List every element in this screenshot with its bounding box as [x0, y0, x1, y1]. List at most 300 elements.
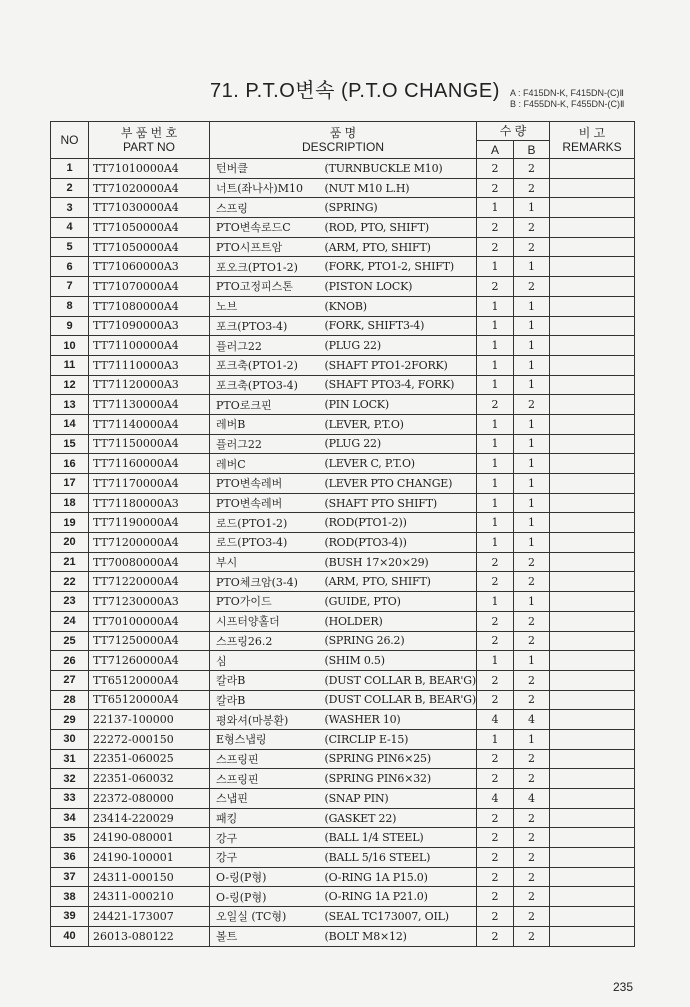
qty-a: 2	[477, 887, 514, 907]
table-row	[51, 749, 635, 769]
header-remarks-ko: 비 고	[578, 126, 606, 140]
table-row	[51, 592, 635, 612]
qty-a: 1	[477, 729, 514, 749]
header-description	[210, 122, 477, 159]
qty-a: 2	[477, 769, 514, 789]
korean-name: PTO로크핀	[210, 395, 321, 415]
qty-b: 1	[514, 296, 550, 316]
row-number: 33	[51, 789, 89, 809]
part-number: TT71120000A3	[89, 375, 210, 395]
header-part-en: PART NO	[122, 140, 175, 154]
part-number: TT71090000A3	[89, 316, 210, 336]
korean-name: PTO가이드	[210, 592, 321, 612]
description: (SPRING PIN6×25)	[321, 749, 477, 769]
qty-a: 1	[477, 316, 514, 336]
remarks	[550, 887, 635, 907]
qty-a: 1	[477, 493, 514, 513]
korean-name: 칼라B	[210, 690, 321, 710]
table-row	[51, 316, 635, 336]
table-row	[51, 926, 635, 946]
row-number: 2	[51, 178, 89, 198]
header-desc-ko: 품 명	[329, 126, 357, 140]
qty-b: 1	[514, 316, 550, 336]
qty-a: 1	[477, 296, 514, 316]
korean-name: 로드(PTO1-2)	[210, 513, 321, 533]
table-row	[51, 533, 635, 553]
part-number: 24421-173007	[89, 907, 210, 927]
qty-b: 1	[514, 257, 550, 277]
remarks	[550, 277, 635, 297]
qty-b: 2	[514, 690, 550, 710]
remarks	[550, 828, 635, 848]
qty-a: 4	[477, 789, 514, 809]
table-row	[51, 887, 635, 907]
table-row	[51, 474, 635, 494]
korean-name: 로드(PTO3-4)	[210, 533, 321, 553]
description: (KNOB)	[321, 296, 477, 316]
remarks	[550, 848, 635, 868]
part-number: TT71190000A4	[89, 513, 210, 533]
table-row	[51, 198, 635, 218]
remarks	[550, 434, 635, 454]
description: (GUIDE, PTO)	[321, 592, 477, 612]
table-row	[51, 395, 635, 415]
remarks	[550, 159, 635, 179]
part-number: 23414-220029	[89, 808, 210, 828]
qty-a: 1	[477, 474, 514, 494]
korean-name: E형스냅링	[210, 729, 321, 749]
description: (DUST COLLAR B, BEAR'G)	[321, 690, 477, 710]
part-number: TT65120000A4	[89, 690, 210, 710]
korean-name: 스프링	[210, 198, 321, 218]
korean-name: 포크(PTO3-4)	[210, 316, 321, 336]
remarks	[550, 474, 635, 494]
qty-a: 2	[477, 552, 514, 572]
qty-a: 2	[477, 395, 514, 415]
description: (SPRING 26.2)	[321, 631, 477, 651]
part-number: TT71100000A4	[89, 336, 210, 356]
description: (BUSH 17×20×29)	[321, 552, 477, 572]
description: (PLUG 22)	[321, 336, 477, 356]
qty-b: 1	[514, 533, 550, 553]
qty-b: 1	[514, 729, 550, 749]
korean-name: 스프링26.2	[210, 631, 321, 651]
description: (DUST COLLAR B, BEAR'G)	[321, 670, 477, 690]
remarks	[550, 198, 635, 218]
remarks	[550, 631, 635, 651]
part-number: 22272-000150	[89, 729, 210, 749]
part-number: 24190-080001	[89, 828, 210, 848]
row-number: 17	[51, 474, 89, 494]
description: (O-RING 1A P15.0)	[321, 867, 477, 887]
row-number: 15	[51, 434, 89, 454]
qty-b: 2	[514, 631, 550, 651]
table-row	[51, 828, 635, 848]
qty-a: 1	[477, 454, 514, 474]
qty-b: 4	[514, 710, 550, 730]
row-number: 11	[51, 355, 89, 375]
description: (BOLT M8×12)	[321, 926, 477, 946]
qty-b: 2	[514, 237, 550, 257]
description: (PISTON LOCK)	[321, 277, 477, 297]
qty-b: 1	[514, 434, 550, 454]
part-number: 22351-060025	[89, 749, 210, 769]
qty-b: 2	[514, 867, 550, 887]
table-row	[51, 690, 635, 710]
row-number: 24	[51, 611, 89, 631]
table-row	[51, 257, 635, 277]
remarks	[550, 690, 635, 710]
part-number: TT71030000A4	[89, 198, 210, 218]
qty-a: 1	[477, 257, 514, 277]
korean-name: 플러그22	[210, 336, 321, 356]
korean-name: 오일실 (TC형)	[210, 907, 321, 927]
remarks	[550, 355, 635, 375]
qty-b: 1	[514, 375, 550, 395]
description: (FORK, SHIFT3-4)	[321, 316, 477, 336]
qty-a: 1	[477, 434, 514, 454]
qty-a: 1	[477, 533, 514, 553]
qty-b: 2	[514, 178, 550, 198]
table-row	[51, 296, 635, 316]
remarks	[550, 336, 635, 356]
description: (SHIM 0.5)	[321, 651, 477, 671]
description: (BALL 1/4 STEEL)	[321, 828, 477, 848]
korean-name: PTO변속레버	[210, 474, 321, 494]
remarks	[550, 513, 635, 533]
table-row	[51, 159, 635, 179]
part-number: 24311-000150	[89, 867, 210, 887]
korean-name: 레버C	[210, 454, 321, 474]
row-number: 1	[51, 159, 89, 179]
qty-a: 1	[477, 336, 514, 356]
row-number: 5	[51, 237, 89, 257]
korean-name: PTO고정피스톤	[210, 277, 321, 297]
remarks	[550, 237, 635, 257]
korean-name: 플러그22	[210, 434, 321, 454]
qty-b: 2	[514, 907, 550, 927]
model-legend	[510, 88, 624, 110]
korean-name: 스프링핀	[210, 769, 321, 789]
qty-a: 2	[477, 848, 514, 868]
remarks	[550, 808, 635, 828]
row-number: 22	[51, 572, 89, 592]
table-row	[51, 789, 635, 809]
qty-a: 1	[477, 651, 514, 671]
korean-name: 노브	[210, 296, 321, 316]
table-row	[51, 277, 635, 297]
remarks	[550, 592, 635, 612]
row-number: 13	[51, 395, 89, 415]
remarks	[550, 296, 635, 316]
part-number: TT71070000A4	[89, 277, 210, 297]
part-number: TT71160000A4	[89, 454, 210, 474]
table-row	[51, 729, 635, 749]
korean-name: 부시	[210, 552, 321, 572]
header-qty: 수 량	[477, 122, 550, 141]
row-number: 9	[51, 316, 89, 336]
row-number: 6	[51, 257, 89, 277]
description: (SHAFT PTO3-4, FORK)	[321, 375, 477, 395]
remarks	[550, 395, 635, 415]
model-legend-a: A : F415DN-K, F415DN-(C)Ⅱ	[510, 88, 624, 98]
header-part-no	[89, 122, 210, 159]
korean-name: 스프링핀	[210, 749, 321, 769]
row-number: 34	[51, 808, 89, 828]
table-row	[51, 434, 635, 454]
korean-name: 포오크(PTO1-2)	[210, 257, 321, 277]
row-number: 18	[51, 493, 89, 513]
qty-b: 1	[514, 651, 550, 671]
qty-b: 1	[514, 336, 550, 356]
qty-a: 2	[477, 670, 514, 690]
row-number: 14	[51, 414, 89, 434]
table-row	[51, 375, 635, 395]
qty-b: 1	[514, 414, 550, 434]
header-remarks-en: REMARKS	[562, 140, 622, 154]
part-number: 24190-100001	[89, 848, 210, 868]
remarks	[550, 572, 635, 592]
part-number: TT65120000A4	[89, 670, 210, 690]
description: (ROD(PTO1-2))	[321, 513, 477, 533]
korean-name: 강구	[210, 828, 321, 848]
header-no: NO	[51, 122, 89, 159]
row-number: 4	[51, 218, 89, 238]
qty-a: 1	[477, 592, 514, 612]
korean-name: 스냅핀	[210, 789, 321, 809]
qty-a: 2	[477, 907, 514, 927]
part-number: 22372-080000	[89, 789, 210, 809]
row-number: 26	[51, 651, 89, 671]
row-number: 16	[51, 454, 89, 474]
remarks	[550, 414, 635, 434]
row-number: 20	[51, 533, 89, 553]
remarks	[550, 493, 635, 513]
part-number: TT71140000A4	[89, 414, 210, 434]
table-row	[51, 454, 635, 474]
qty-b: 2	[514, 218, 550, 238]
qty-b: 2	[514, 769, 550, 789]
description: (LEVER PTO CHANGE)	[321, 474, 477, 494]
qty-b: 2	[514, 828, 550, 848]
qty-b: 2	[514, 670, 550, 690]
remarks	[550, 769, 635, 789]
qty-a: 2	[477, 218, 514, 238]
table-row	[51, 808, 635, 828]
qty-a: 1	[477, 513, 514, 533]
korean-name: 볼트	[210, 926, 321, 946]
table-row	[51, 336, 635, 356]
parts-table	[50, 121, 635, 947]
row-number: 25	[51, 631, 89, 651]
qty-b: 4	[514, 789, 550, 809]
table-row	[51, 552, 635, 572]
korean-name: 평와셔(마봉환)	[210, 710, 321, 730]
part-number: TT71220000A4	[89, 572, 210, 592]
part-number: 24311-000210	[89, 887, 210, 907]
part-number: TT71170000A4	[89, 474, 210, 494]
remarks	[550, 257, 635, 277]
remarks	[550, 552, 635, 572]
part-number: TT71050000A4	[89, 218, 210, 238]
qty-b: 1	[514, 592, 550, 612]
korean-name: O-링(P형)	[210, 867, 321, 887]
qty-a: 1	[477, 198, 514, 218]
table-row	[51, 493, 635, 513]
description: (PIN LOCK)	[321, 395, 477, 415]
part-number: TT71200000A4	[89, 533, 210, 553]
table-row	[51, 867, 635, 887]
row-number: 37	[51, 867, 89, 887]
row-number: 3	[51, 198, 89, 218]
qty-a: 2	[477, 808, 514, 828]
remarks	[550, 789, 635, 809]
table-row	[51, 178, 635, 198]
row-number: 35	[51, 828, 89, 848]
qty-b: 1	[514, 493, 550, 513]
table-row	[51, 670, 635, 690]
part-number: TT71230000A3	[89, 592, 210, 612]
table-row	[51, 218, 635, 238]
korean-name: 레버B	[210, 414, 321, 434]
korean-name: 너트(좌나사)M10	[210, 178, 321, 198]
table-row	[51, 237, 635, 257]
description: (O-RING 1A P21.0)	[321, 887, 477, 907]
header-qty-b: B	[514, 141, 550, 159]
korean-name: 심	[210, 651, 321, 671]
header-part-ko: 부 품 번 호	[120, 126, 178, 140]
table-row	[51, 651, 635, 671]
part-number: TT71010000A4	[89, 159, 210, 179]
qty-a: 2	[477, 867, 514, 887]
remarks	[550, 533, 635, 553]
row-number: 23	[51, 592, 89, 612]
qty-b: 2	[514, 808, 550, 828]
remarks	[550, 710, 635, 730]
qty-a: 2	[477, 926, 514, 946]
qty-b: 1	[514, 454, 550, 474]
qty-b: 1	[514, 474, 550, 494]
qty-b: 2	[514, 749, 550, 769]
description: (SPRING PIN6×32)	[321, 769, 477, 789]
part-number: TT70100000A4	[89, 611, 210, 631]
row-number: 38	[51, 887, 89, 907]
row-number: 31	[51, 749, 89, 769]
header-remarks	[550, 122, 635, 159]
description: (SHAFT PTO1-2FORK)	[321, 355, 477, 375]
remarks	[550, 867, 635, 887]
description: (SNAP PIN)	[321, 789, 477, 809]
remarks	[550, 926, 635, 946]
description: (TURNBUCKLE M10)	[321, 159, 477, 179]
row-number: 7	[51, 277, 89, 297]
description: (WASHER 10)	[321, 710, 477, 730]
part-number: 26013-080122	[89, 926, 210, 946]
row-number: 28	[51, 690, 89, 710]
part-number: TT71130000A4	[89, 395, 210, 415]
part-number: TT71180000A3	[89, 493, 210, 513]
qty-b: 2	[514, 572, 550, 592]
part-number: TT70080000A4	[89, 552, 210, 572]
qty-a: 2	[477, 237, 514, 257]
part-number: TT71150000A4	[89, 434, 210, 454]
remarks	[550, 316, 635, 336]
qty-b: 1	[514, 513, 550, 533]
korean-name: PTO변속로드C	[210, 218, 321, 238]
korean-name: 턴버클	[210, 159, 321, 179]
row-number: 27	[51, 670, 89, 690]
description: (FORK, PTO1-2, SHIFT)	[321, 257, 477, 277]
row-number: 21	[51, 552, 89, 572]
remarks	[550, 907, 635, 927]
row-number: 39	[51, 907, 89, 927]
header-qty-a: A	[477, 141, 514, 159]
header-desc-en: DESCRIPTION	[302, 140, 385, 154]
description: (CIRCLIP E-15)	[321, 729, 477, 749]
row-number: 36	[51, 848, 89, 868]
qty-b: 2	[514, 926, 550, 946]
qty-b: 2	[514, 395, 550, 415]
remarks	[550, 670, 635, 690]
qty-a: 2	[477, 631, 514, 651]
remarks	[550, 651, 635, 671]
row-number: 29	[51, 710, 89, 730]
row-number: 32	[51, 769, 89, 789]
table-row	[51, 611, 635, 631]
description: (ARM, PTO, SHIFT)	[321, 237, 477, 257]
part-number: 22137-100000	[89, 710, 210, 730]
korean-name: 강구	[210, 848, 321, 868]
remarks	[550, 218, 635, 238]
description: (GASKET 22)	[321, 808, 477, 828]
qty-a: 2	[477, 277, 514, 297]
table-row	[51, 631, 635, 651]
qty-b: 1	[514, 198, 550, 218]
row-number: 30	[51, 729, 89, 749]
part-number: 22351-060032	[89, 769, 210, 789]
qty-b: 2	[514, 611, 550, 631]
model-legend-b: B : F455DN-K, F455DN-(C)Ⅱ	[510, 99, 625, 109]
qty-a: 2	[477, 572, 514, 592]
qty-a: 2	[477, 159, 514, 179]
remarks	[550, 749, 635, 769]
part-number: TT71080000A4	[89, 296, 210, 316]
qty-b: 2	[514, 159, 550, 179]
korean-name: PTO시프트암	[210, 237, 321, 257]
qty-b: 2	[514, 277, 550, 297]
description: (BALL 5/16 STEEL)	[321, 848, 477, 868]
korean-name: 패킹	[210, 808, 321, 828]
qty-a: 4	[477, 710, 514, 730]
part-number: TT71020000A4	[89, 178, 210, 198]
korean-name: PTO변속레버	[210, 493, 321, 513]
description: (LEVER, P.T.O)	[321, 414, 477, 434]
row-number: 12	[51, 375, 89, 395]
row-number: 40	[51, 926, 89, 946]
qty-a: 1	[477, 355, 514, 375]
page-number: 235	[613, 980, 634, 994]
table-row	[51, 710, 635, 730]
part-number: TT71060000A3	[89, 257, 210, 277]
korean-name: PTO체크암(3-4)	[210, 572, 321, 592]
table-row	[51, 769, 635, 789]
qty-a: 1	[477, 414, 514, 434]
table-row	[51, 907, 635, 927]
korean-name: 시프터양홀더	[210, 611, 321, 631]
description: (HOLDER)	[321, 611, 477, 631]
row-number: 10	[51, 336, 89, 356]
remarks	[550, 178, 635, 198]
